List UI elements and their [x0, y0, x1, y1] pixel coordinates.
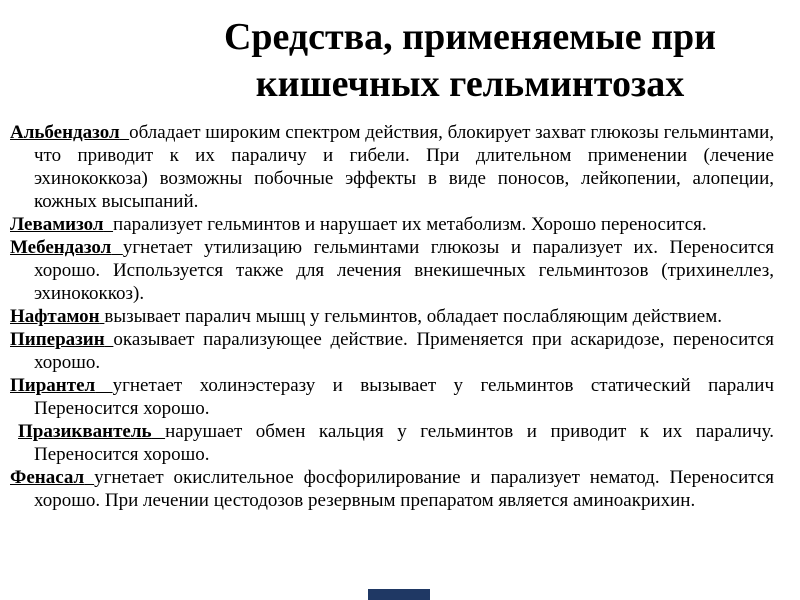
drug-description: угнетает окислительное фосфорилирование и парализует нематод. Переносится хорошо. При лечении цестодозов резервным препаратом является аминоакрихин.	[34, 467, 774, 511]
drug-name: Фенасал	[10, 467, 85, 488]
drug-description: угнетает холинэстеразу и вызывает у гельминтов статический паралич Переносится хорошо.	[34, 375, 774, 419]
drug-paragraph-piperazin	[0, 328, 774, 374]
slide-title-line-2: кишечных гельминтозах	[255, 63, 685, 105]
drug-name: Пирантел	[10, 375, 96, 396]
drug-paragraph-mebendazol	[0, 236, 774, 305]
drug-name: Левамизол	[10, 214, 104, 235]
slide-title-line-1: Средства, применяемые при	[223, 16, 717, 58]
drug-name: Пиперазин	[10, 329, 105, 350]
drug-name: Альбендазол	[10, 122, 120, 143]
drug-name: Празиквантель	[18, 421, 152, 442]
drug-list	[0, 121, 774, 512]
drug-name: Мебендазол	[10, 237, 112, 258]
slide-title	[140, 14, 800, 108]
footer-accent-bar	[368, 589, 430, 600]
drug-description: угнетает утилизацию гельминтами глюкозы и парализует их. Переносится хорошо. Используется также для лечения внекишечных гельминтозов (трихинеллез, эхинококкоз).	[34, 237, 775, 304]
drug-paragraph-prazikvantel	[0, 420, 774, 466]
drug-paragraph-albendazol	[0, 121, 774, 213]
drug-description: оказывает парализующее действие. Применяется при аскаридозе, переносится хорошо.	[34, 329, 774, 373]
drug-description: обладает широким спектром действия, блокирует захват глюкозы гельминтами, что приводит к их параличу и гибели. При длительном применении (лечение эхинококкоза) возможны побочные эффекты в виде поносов, лейкопении, алопеции, кожных высыпаний.	[34, 122, 775, 212]
drug-name: Нафтамон	[10, 306, 100, 327]
drug-paragraph-fenasal	[0, 466, 774, 512]
drug-paragraph-levamizol	[0, 213, 774, 236]
drug-description: парализует гельминтов и нарушает их метаболизм. Хорошо переносится.	[113, 214, 707, 235]
drug-description: нарушает обмен кальция у гельминтов и приводит к их параличу. Переносится хорошо.	[34, 421, 774, 465]
drug-description: вызывает паралич мышц у гельминтов, обладает послабляющим действием.	[104, 306, 723, 327]
drug-paragraph-naftamon	[0, 305, 774, 328]
drug-paragraph-pirantel	[0, 374, 774, 420]
